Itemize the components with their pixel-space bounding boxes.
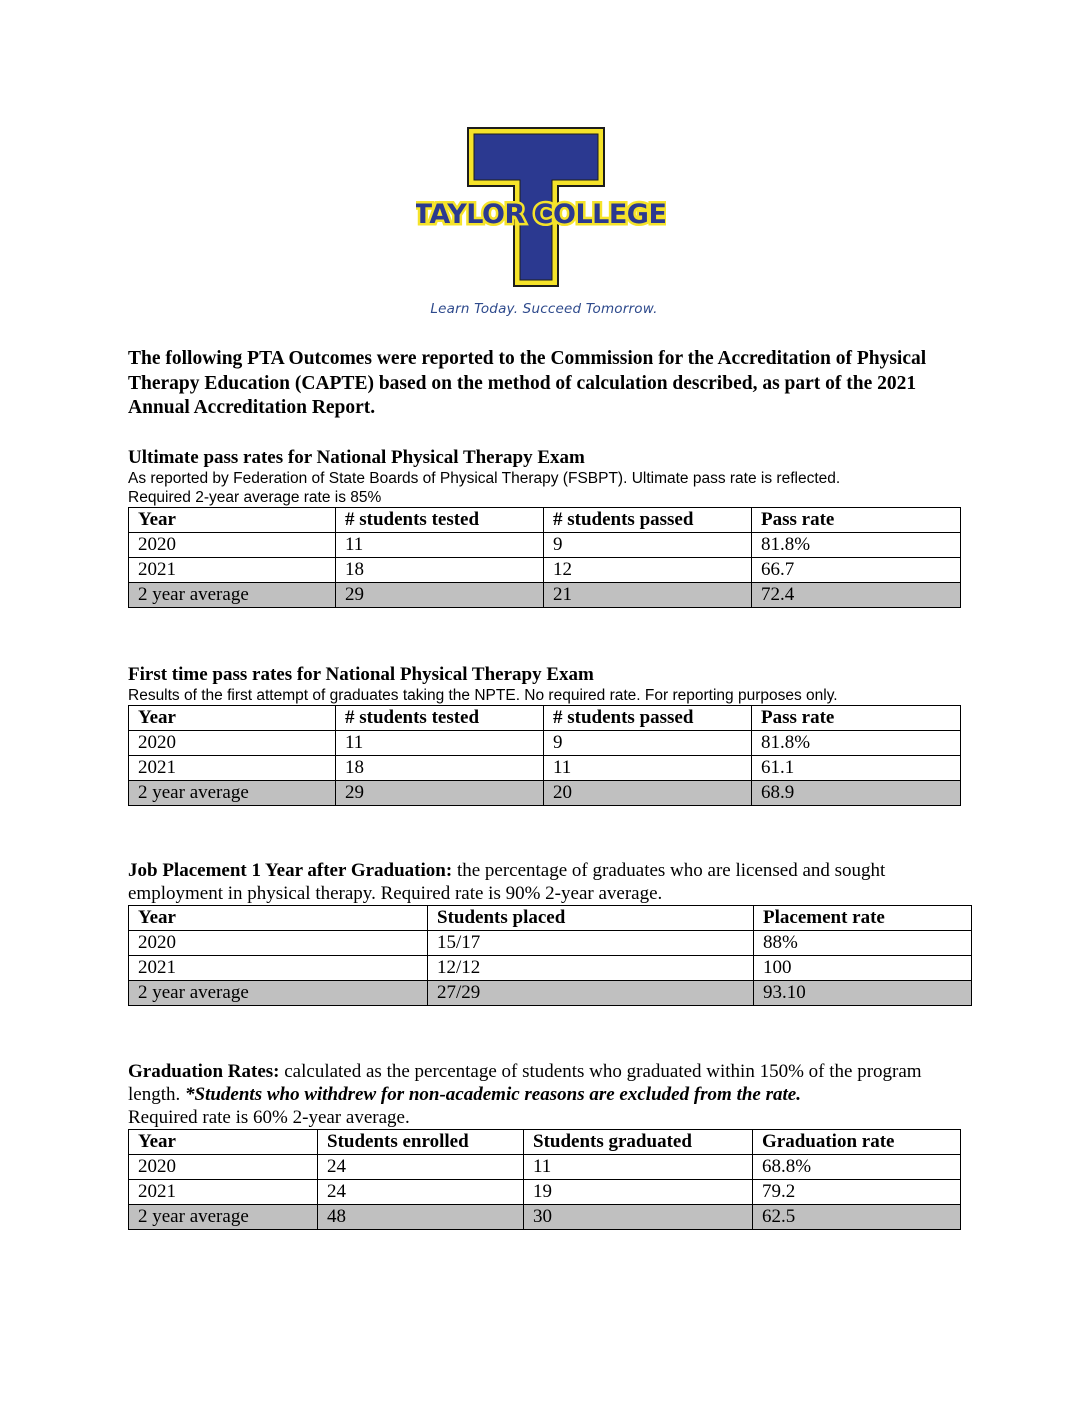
table-row	[129, 756, 961, 781]
table-cell: 2 year average	[129, 1205, 318, 1230]
column-header: Pass rate	[752, 508, 961, 533]
table-cell: 88%	[754, 931, 972, 956]
table-cell: 11	[544, 756, 752, 781]
table-cell: 15/17	[428, 931, 754, 956]
table-cell: 24	[318, 1180, 524, 1205]
column-header: Students enrolled	[318, 1130, 524, 1155]
section-description	[128, 859, 958, 905]
section-title: Ultimate pass rates for National Physical Therapy Exam	[128, 447, 585, 468]
column-header: Year	[129, 906, 428, 931]
table-cell: 29	[336, 781, 544, 806]
table-row	[129, 558, 961, 583]
table-cell: 20	[544, 781, 752, 806]
table-cell: 81.8%	[752, 533, 961, 558]
table-row	[129, 956, 972, 981]
table-cell: 68.8%	[753, 1155, 961, 1180]
graduation-rates-table	[128, 1129, 961, 1230]
table-cell: 79.2	[753, 1180, 961, 1205]
table-header-row	[129, 1130, 961, 1155]
column-header: Pass rate	[752, 706, 961, 731]
table-cell: 100	[754, 956, 972, 981]
column-header: Placement rate	[754, 906, 972, 931]
table-cell: 27/29	[428, 981, 754, 1006]
first-time-pass-rates-section	[128, 664, 961, 806]
section-description	[128, 1060, 958, 1129]
logo-wordmark: TAYLOR COLLEGE	[416, 199, 666, 230]
table-cell: 24	[318, 1155, 524, 1180]
table-row-average	[129, 981, 972, 1006]
table-cell: 2020	[129, 931, 428, 956]
table-row	[129, 533, 961, 558]
column-header: # students tested	[336, 508, 544, 533]
table-cell: 2021	[129, 558, 336, 583]
table-cell: 29	[336, 583, 544, 608]
column-header: Year	[129, 706, 336, 731]
taylor-college-logo	[416, 126, 666, 292]
table-cell: 11	[336, 533, 544, 558]
table-cell: 2020	[129, 731, 336, 756]
table-cell: 68.9	[752, 781, 961, 806]
table-cell: 66.7	[752, 558, 961, 583]
table-cell: 2 year average	[129, 583, 336, 608]
table-cell: 48	[318, 1205, 524, 1230]
job-placement-section	[128, 859, 972, 1006]
section-text: the percentage of graduates who are licensed and sought employment in physical therapy. Required rate is 90% 2-year average.	[128, 860, 886, 904]
table-cell: 2020	[129, 1155, 318, 1180]
section-note: Results of the first attempt of graduates taking the NPTE. No required rate. For reporting purposes only.	[128, 687, 838, 704]
intro-paragraph: The following PTA Outcomes were reported to the Commission for the Accreditation of Physical Therapy Education (CAPTE) based on the method of calculation described, as part of the 2021 Annual Accreditation Report.	[128, 348, 927, 418]
table-cell: 2021	[129, 956, 428, 981]
column-header: Year	[129, 1130, 318, 1155]
job-placement-table	[128, 905, 972, 1006]
table-row	[129, 731, 961, 756]
section-emphasis: *Students who withdrew for non-academic reasons are excluded from the rate.	[185, 1084, 801, 1105]
table-row-average	[129, 781, 961, 806]
column-header: Year	[129, 508, 336, 533]
table-cell: 11	[524, 1155, 753, 1180]
table-cell: 93.10	[754, 981, 972, 1006]
first-time-pass-rates-table	[128, 705, 961, 806]
table-cell: 21	[544, 583, 752, 608]
column-header: Students graduated	[524, 1130, 753, 1155]
table-cell: 11	[336, 731, 544, 756]
table-header-row	[129, 508, 961, 533]
ultimate-pass-rates-section	[128, 447, 961, 608]
table-cell: 12	[544, 558, 752, 583]
table-cell: 9	[544, 533, 752, 558]
section-text: Required rate is 60% 2-year average.	[128, 1107, 410, 1128]
table-cell: 2021	[129, 756, 336, 781]
table-row	[129, 931, 972, 956]
table-cell: 2 year average	[129, 981, 428, 1006]
tagline: Learn Today. Succeed Tomorrow.	[430, 301, 658, 317]
table-cell: 19	[524, 1180, 753, 1205]
table-header-row	[129, 906, 972, 931]
column-header: # students passed	[544, 508, 752, 533]
column-header: # students tested	[336, 706, 544, 731]
section-note: Required 2-year average rate is 85%	[128, 489, 382, 506]
column-header: Graduation rate	[753, 1130, 961, 1155]
table-cell: 61.1	[752, 756, 961, 781]
table-cell: 18	[336, 756, 544, 781]
section-title: First time pass rates for National Physical Therapy Exam	[128, 664, 594, 685]
section-title: Job Placement 1 Year after Graduation:	[128, 860, 453, 881]
graduation-rates-section	[128, 1060, 961, 1230]
table-cell: 2 year average	[129, 781, 336, 806]
table-cell: 2021	[129, 1180, 318, 1205]
table-cell: 62.5	[753, 1205, 961, 1230]
table-cell: 81.8%	[752, 731, 961, 756]
section-note: As reported by Federation of State Boards of Physical Therapy (FSBPT). Ultimate pass rate is reflected.	[128, 470, 841, 487]
table-row	[129, 1155, 961, 1180]
table-header-row	[129, 706, 961, 731]
ultimate-pass-rates-table	[128, 507, 961, 608]
table-cell: 2020	[129, 533, 336, 558]
table-cell: 18	[336, 558, 544, 583]
table-cell: 12/12	[428, 956, 754, 981]
table-cell: 9	[544, 731, 752, 756]
section-text: calculated as the percentage of students who graduated within 150% of the program length.	[128, 1061, 922, 1105]
column-header: Students placed	[428, 906, 754, 931]
table-cell: 72.4	[752, 583, 961, 608]
section-title: Graduation Rates:	[128, 1061, 280, 1082]
table-cell: 30	[524, 1205, 753, 1230]
table-row-average	[129, 583, 961, 608]
table-row-average	[129, 1205, 961, 1230]
table-row	[129, 1180, 961, 1205]
column-header: # students passed	[544, 706, 752, 731]
